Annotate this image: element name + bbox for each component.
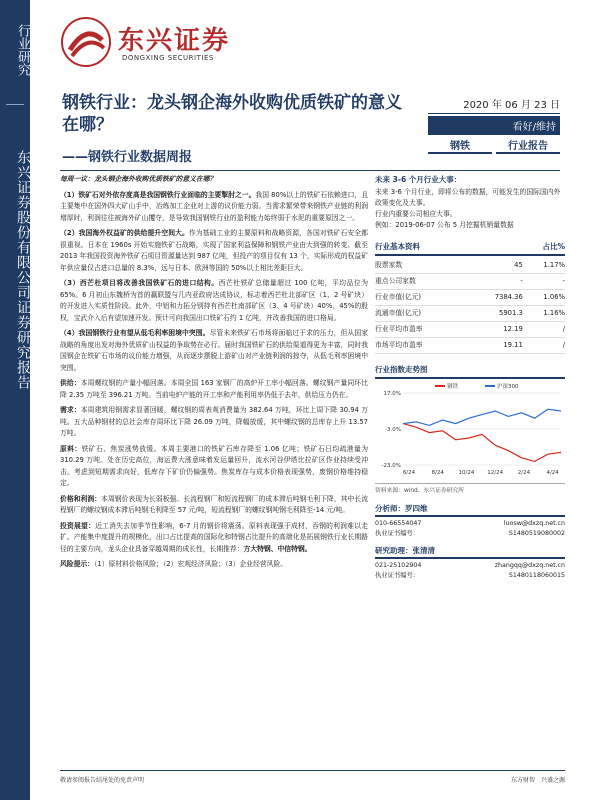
report-subtitle: ——钢铁行业数据周报 xyxy=(62,150,193,165)
header-divider xyxy=(60,170,560,171)
analyst-name: 张清清 xyxy=(412,546,435,555)
paragraph xyxy=(60,559,368,571)
events-text: 未来 3-6 个月行业，即将公布的数据，可能发生的国际国内外政策变化及大事。 xyxy=(375,188,561,207)
paragraph-text: 铁矿石、焦炭涨势放缓。本周主要港口的铁矿石库存降至 1.06 亿吨；铁矿石日均疏港量为 310.29 万吨。处在历史高位，海运费大涨意味着发运量回升，流水河谷伊塔比拉矿区作业持续受冲击。考虑到短期需求向好，低库存下矿价仍偏强势。焦炭库存与成本价格表现强势，废钢价格维持稳定。 xyxy=(60,444,368,487)
table-cell-label: 行业市值(亿元) xyxy=(375,290,468,306)
series-line-1 xyxy=(403,409,561,425)
trend-title: 行业指数走势图 xyxy=(375,362,565,379)
analyst-block xyxy=(375,503,565,581)
analyst-card xyxy=(375,503,565,539)
table-cell-pct: 1.16% xyxy=(523,306,565,322)
paragraph-text: 本周钢价表现为长弱板强。长流程钢厂和短流程钢厂的成本滞后吨钢毛利下降，其中长流程钢厂的螺纹钢成本滞后吨钢毛利降至 57 元/吨，短流程钢厂的螺纹钢吨钢毛利降至-14 元/吨。 xyxy=(60,494,369,514)
analyst-card xyxy=(375,545,565,581)
company-name: 东兴证券股份有限公司证券研究报告 xyxy=(15,150,31,390)
sidebar-divider xyxy=(6,104,24,105)
report-title: 钢铁行业：龙头钢企海外收购优质铁矿的意义在哪？ xyxy=(62,93,402,135)
cert-number: S1480118060015 xyxy=(508,572,565,579)
paragraph xyxy=(60,521,368,556)
tag-type: 行业报告 xyxy=(496,137,560,154)
table-cell-pct: 1.06% xyxy=(523,290,565,306)
x-tick-label: 12/24 xyxy=(487,470,504,476)
paragraph xyxy=(60,405,368,440)
basic-info-table xyxy=(375,258,565,354)
table-cell-label: 市场平均市盈率 xyxy=(375,338,468,354)
x-tick-label: 4/24 xyxy=(546,470,559,476)
table-cell-value: - xyxy=(468,274,523,290)
report-date: 2020 年 06 月 23 日 xyxy=(428,96,560,114)
company-logo xyxy=(60,16,290,68)
paragraph xyxy=(60,494,368,517)
analyst-cert xyxy=(375,571,565,581)
recommendation: 方大特钢、中信特钢。 xyxy=(243,544,312,553)
analyst-role: 研究助理： xyxy=(375,546,413,555)
x-tick-label: 8/24 xyxy=(431,470,444,476)
table-row xyxy=(375,274,565,290)
analyst-contact xyxy=(375,561,565,571)
paragraph xyxy=(60,190,368,225)
paragraph-text: 本周建筑用钢需求显著回暖，螺纹钢的周表观消费量为 382.64 万吨，环比上周下降 30.94 万吨。五大品种钢材的总社会库存周环比下降 26.09 万吨，降幅放缓，其中螺纹钢的总库存上升 13.57 万吨。 xyxy=(60,406,369,437)
events-text-2: 行业内重要公司相应大事。 xyxy=(375,210,457,218)
x-tick-label: 2/24 xyxy=(517,470,531,476)
paragraph-heading: （1）铁矿石对外依存度高是我国钢铁行业面临的主要掣肘之一。 xyxy=(60,190,256,199)
x-tick-label: 10/24 xyxy=(458,470,475,476)
paragraph-heading: 需求： xyxy=(60,406,81,414)
slogan: 东方财智 兴盛之源 xyxy=(510,777,565,784)
paragraph-heading: 风险提示： xyxy=(60,560,94,568)
legend-label: 沪深300 xyxy=(497,384,519,390)
series-line-0 xyxy=(403,424,561,462)
report-meta xyxy=(428,96,560,154)
table-cell-value: 5901.3 xyxy=(468,306,523,322)
paragraph-text: 近工消失去加季节性影响，6-7 月的钢价将震荡。原料表现强于成材，吞钢的利润难以走扩。产能集中度提升的规模化，出口占比提高的国际化和特钢占比提升的高端化是拓展钢铁行业长期路径的主要方向，龙头企业具备穿越周期的成长性，长期推荐： xyxy=(60,521,369,553)
page-footer xyxy=(60,770,565,784)
analyst-name-row xyxy=(375,503,565,517)
paragraph-heading: 原料： xyxy=(60,444,82,453)
basic-info-title: 行业基本资料 xyxy=(375,242,420,251)
cert-number: S1480519080002 xyxy=(508,530,565,537)
table-cell-value: 19.11 xyxy=(468,338,523,354)
events-example: 例如：2019-06-07 公布 5 月挖掘机销量数据 xyxy=(375,221,514,229)
legend-label: 钢铁 xyxy=(447,384,459,390)
paragraph-heading: 投资展望： xyxy=(60,521,96,530)
table-cell-label: 流通市值(亿元) xyxy=(375,306,468,322)
y-tick-label: -3.0% xyxy=(385,427,401,433)
table-cell-value: 45 xyxy=(468,258,523,274)
paragraph-heading: （3）西芒杜项目将改善我国铁矿石的进口结构。 xyxy=(60,279,219,287)
paragraph-heading: （2）我国海外权益矿的供给提升空间大。 xyxy=(60,229,189,237)
analyst-phone: 010-66554047 xyxy=(375,520,422,527)
analyst-phone: 021-25102904 xyxy=(375,562,422,569)
paragraph xyxy=(60,444,368,490)
table-cell-pct: / xyxy=(523,322,565,338)
analyst-role: 分析师： xyxy=(375,504,405,513)
paragraph-heading: 价格和利润： xyxy=(60,494,102,503)
table-row xyxy=(375,338,565,354)
table-row xyxy=(375,306,565,322)
paragraph-text: 我国 80%以上的铁矿石依赖进口，且主要集中在国外四大矿山手中，冶炼加工企业对上游的议价能力弱。当需求繁荣带来钢铁产业链的利润增厚时，利润往往被海外矿山攫夺，是导致我国钢铁行业的盈利能力始终弱于水泥的重要原因之一。 xyxy=(60,190,368,222)
paragraph-text: （1）原材料价格风险；（2）宏观经济风险；（3）企业经营风险。 xyxy=(93,560,288,568)
analyst-email[interactable]: zhangqq@dxzq.net.cn xyxy=(494,562,565,569)
table-cell-pct: 1.17% xyxy=(523,258,565,274)
tag-industry: 钢铁 xyxy=(428,137,492,154)
basic-info-col: 占比% xyxy=(542,242,565,251)
cert-label: 执业证书编号： xyxy=(375,530,420,537)
weekly-topic: 每周一议：龙头钢企海外收购优质铁矿的意义在哪？ xyxy=(60,175,217,183)
paragraph-text: 本周螺纹钢的产量小幅回落。本周全国 163 家钢厂的高炉开工率小幅回落。螺纹钢产量同环比降 2.35 万吨至 396.21 万吨。当前电炉产能的开工率和产能利用率仍低于去年，供给压力仍在。 xyxy=(60,379,369,399)
logo-text-en: DONGXING SECURITIES xyxy=(122,54,214,62)
table-cell-label: 重点公司家数 xyxy=(375,274,468,290)
index-trend-chart xyxy=(375,381,565,477)
y-tick-label: -23.0% xyxy=(381,463,401,469)
y-tick-label: 17.0% xyxy=(383,391,401,397)
table-cell-value: 7384.36 xyxy=(468,290,523,306)
paragraph xyxy=(60,228,368,274)
logo-mark-icon xyxy=(60,16,112,68)
paragraph-text: 西芒杜铁矿总储量超过 100 亿吨，平均品位为 65%。6 月初山东魏桥为首的赢联盟与几内亚政府达成协议，标志着西芒杜北部矿区（1、2 号矿块）的开发进入实质性阶段。此外，中铝和力拓分别持有西芒杜南部矿区（3、4 号矿块）40%、45%的股权，宝武介入后有望加速开发。预计可向我国出口铁矿石约 1 亿吨，并改善我国的进口格局。 xyxy=(60,279,369,322)
x-tick-label: 6/24 xyxy=(402,470,416,476)
analyst-name: 罗四维 xyxy=(405,504,428,513)
paragraph xyxy=(60,278,368,324)
table-cell-pct: - xyxy=(523,274,565,290)
chart-source: 资料来源：wind、东兴证券研究所 xyxy=(375,483,565,497)
analyst-cert xyxy=(375,529,565,539)
table-cell-value: 12.19 xyxy=(468,322,523,338)
events-title: 未来 3-6 个月行业大事： xyxy=(375,175,462,184)
paragraph-heading: 供给： xyxy=(60,379,81,387)
disclaimer-note: 敬请参阅报告结尾处的免责声明 xyxy=(60,777,145,784)
paragraph xyxy=(60,378,368,401)
paragraph xyxy=(60,328,368,374)
table-row xyxy=(375,258,565,274)
sidebar xyxy=(0,0,30,800)
table-row xyxy=(375,322,565,338)
main-column xyxy=(60,174,368,575)
paragraph-heading: （4）我国钢铁行业有望从低毛利率困境中突围。 xyxy=(60,329,210,337)
rating-badge: 看好/维持 xyxy=(428,116,560,135)
report-tags xyxy=(428,137,560,154)
table-cell-label: 股票家数 xyxy=(375,258,468,274)
logo-text: 东兴证券 xyxy=(118,26,231,56)
side-column xyxy=(375,174,565,581)
table-cell-label: 行业平均市盈率 xyxy=(375,322,468,338)
table-cell-pct: / xyxy=(523,338,565,354)
table-row xyxy=(375,290,565,306)
analyst-contact xyxy=(375,519,565,529)
paragraph-text: 尽管未来铁矿石市场将面临过于求的压力，但从国家战略的角度出发对海外优质矿山权益的争取势在必行。届时我国铁矿石的供给渠道得更为丰富，同时我国钢企在铁矿石市场的议价能力增强，从而逐步摆脱上游矿山对产业链利润的掠夺，从低毛利率困境中突围。 xyxy=(60,329,369,372)
analyst-email[interactable]: luosw@dxzq.net.cn xyxy=(503,520,565,527)
analyst-name-row xyxy=(375,545,565,559)
cert-label: 执业证书编号： xyxy=(375,572,420,579)
basic-info-header xyxy=(375,239,565,256)
category-label: 行业研究 xyxy=(0,0,30,90)
paragraph-text: 作为基础工业的主要原料和战略资源，各国对铁矿石安全都很重视。日本在 1960s 开始实施铁矿石战略，实现了国家利益保障和钢铁产业由大到强的转变。截至 2013 年我国投资海外铁矿石项目资源量达到 987 亿吨，但投产的项目仅有 13 个，实际形成的权益矿年供应量仅占进口总量的 8.3%，远与日本、欧洲等国的 50%以上相比差距巨大。 xyxy=(60,229,369,272)
